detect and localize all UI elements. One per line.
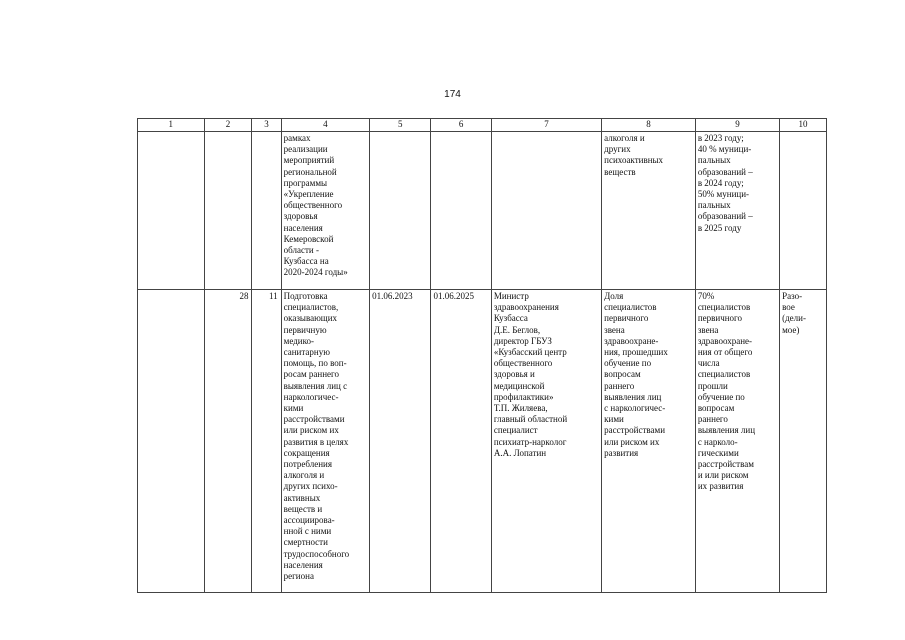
column-number: 9: [695, 119, 779, 132]
table-cell: 01.06.2023: [370, 290, 431, 593]
table-cell: в 2023 году; 40 % муници- пальных образований – в 2024 году; 50% муници- пальных образований – в 2025 году: [695, 132, 779, 290]
table-cell: Доля специалистов первичного звена здравоохране- ния, прошедших обучение по вопросам раннего выявления лиц с наркологичес- кими расстройствами или риском их развития: [602, 290, 696, 593]
table-cell: 70% специалистов первичного звена здравоохране- ния от общего числа специалистов прошли обучение по вопросам раннего выявления лиц с нарколо- гическими расстройствам и или риском их развития: [695, 290, 779, 593]
table-cell: [252, 132, 281, 290]
table-cell: рамках реализации мероприятий региональной программы «Укрепление общественного здоровья населения Кемеровской области - Кузбасса на 2020-2024 годы»: [281, 132, 369, 290]
column-number: 1: [138, 119, 205, 132]
table-cell: [138, 132, 205, 290]
table-cell: 28: [204, 290, 252, 593]
column-number: 6: [431, 119, 491, 132]
table-cell: [370, 132, 431, 290]
plan-table: [137, 118, 827, 593]
column-number: 2: [204, 119, 252, 132]
page-number: 174: [444, 89, 461, 100]
table-cell: Министр здравоохранения Кузбасса Д.Е. Беглов, директор ГБУЗ «Кузбасский центр общественного здоровья и медицинской профилактики» Т.П. Жиляева, главный областной специалист психиатр-нарколог А.А. Лопатин: [491, 290, 601, 593]
table-cell: Подготовка специалистов, оказывающих первичную медико- санитарную помощь, по воп- росам раннего выявления лиц с наркологичес- кими расстройствами или риском их развития в целях сокращения потребления алкоголя и других психо- активных веществ и ассоциирова- нной с ними смертности трудоспособного населения региона: [281, 290, 369, 593]
table-row: [138, 132, 827, 290]
table-cell: алкоголя и других психоактивных веществ: [602, 132, 696, 290]
column-number-row: [138, 119, 827, 132]
table-cell: 01.06.2025: [431, 290, 491, 593]
table-row: [138, 290, 827, 593]
table-cell: [138, 290, 205, 593]
table-cell: 11: [252, 290, 281, 593]
column-number: 10: [780, 119, 827, 132]
table-cell: [431, 132, 491, 290]
column-number: 4: [281, 119, 369, 132]
table-cell: Разо- вое (дели- мое): [780, 290, 827, 593]
table-cell: [204, 132, 252, 290]
column-number: 3: [252, 119, 281, 132]
column-number: 5: [370, 119, 431, 132]
column-number: 8: [602, 119, 696, 132]
table-cell: [491, 132, 601, 290]
table-cell: [780, 132, 827, 290]
column-number: 7: [491, 119, 601, 132]
